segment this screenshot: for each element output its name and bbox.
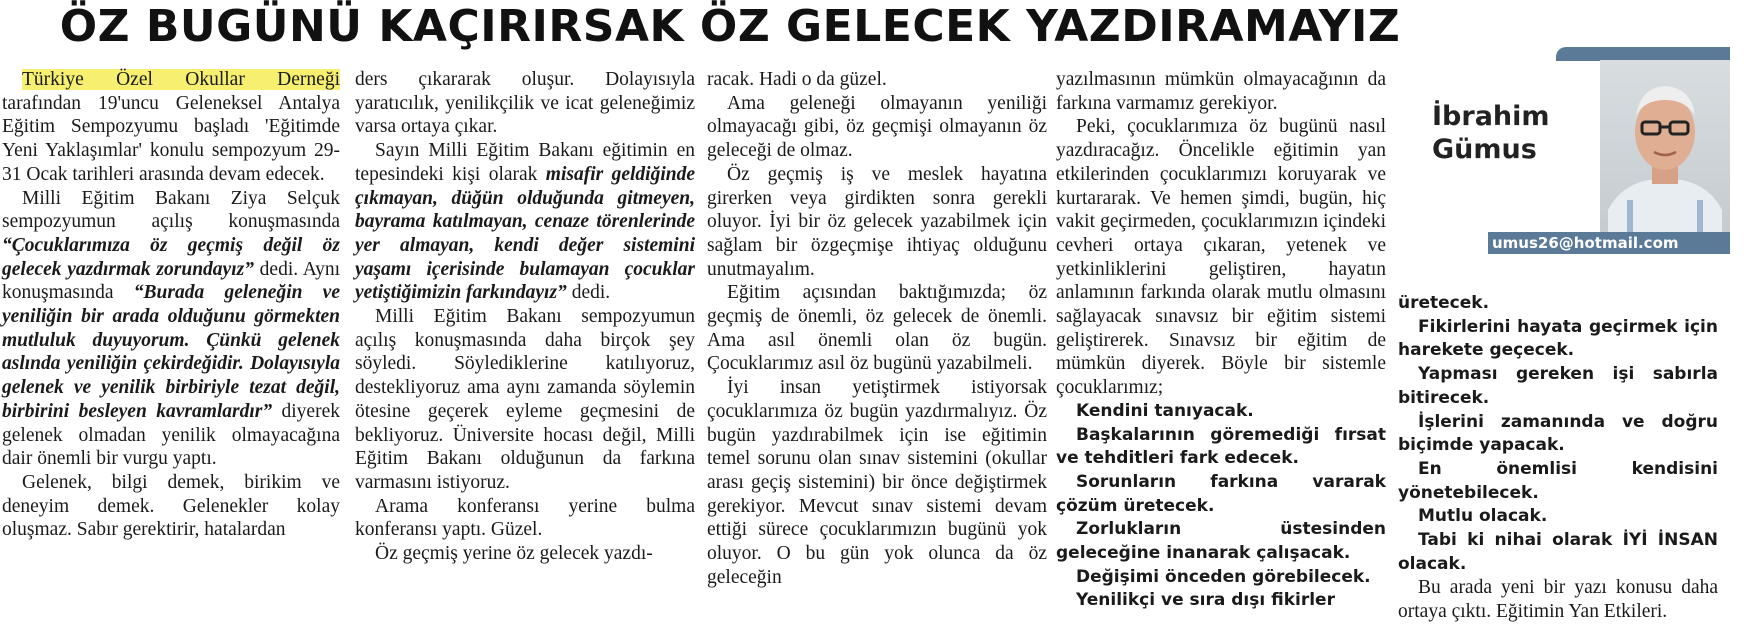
paragraph: Öz geçmiş iş ve meslek hayatına girerken veya girdikten sonra gerekli oluyor. İyi bir öz gelecek yazabilmek için sağlam bir özgeçmişe ihtiyaç olduğunu unutmayalım. [707, 163, 1047, 280]
author-last-name: Gümus [1432, 134, 1537, 165]
article-column-5 [1398, 292, 1718, 624]
list-item: Başkalarının göremediği fırsat ve tehditleri fark edecek. [1056, 424, 1386, 469]
paragraph: yazılmasının mümkün olmayacağının da farkına varmamız gerekiyor. [1056, 69, 1386, 114]
paragraph [355, 139, 695, 305]
paragraph: Öz geçmiş yerine öz gelecek yazdı- [375, 543, 653, 565]
list-item: En önemlisi kendisini yönetebilecek. [1398, 458, 1718, 503]
article-column-4 [1056, 68, 1386, 613]
article-column-1 [2, 68, 340, 542]
quote: “Burada geleneğin ve yeniliğin bir arada olduğunu görmekten mutluluk duyuyorum. Çünkü gelenek aslında yeniliğin çekirdeğidir. Dolayısıyla gelenek ve yenilik birbiriyle tezat değil, birbirini besleyen kavramlardır” [2, 282, 340, 422]
list-item: Kendini tanıyacak. [1076, 400, 1254, 421]
list-item: Mutlu olacak. [1418, 506, 1548, 527]
list-item: Değişimi önceden görebilecek. [1076, 566, 1371, 587]
paragraph: Milli Eğitim Bakanı sempozyumun açılış konuşmasında daha birçok şey söyledi. Söylediklerine katılıyoruz, destekliyoruz ama aynı zamanda söylemin ötesine geçerek eyleme geçmesini de bekliyoruz. Üniversite hocası değil, Milli Eğitim Bakanı olduğunun da farkına varmasını istiyoruz. [355, 306, 695, 493]
author-photo [1600, 60, 1730, 236]
text: Milli Eğitim Bakanı Ziya Selçuk sempozyumun açılış konuşmasında [2, 187, 340, 233]
paragraph: ders çıkararak oluşur. Dolayısıyla yaratıcılık, yenilikçilik ve icat geleneğimiz varsa ortaya çıkar. [355, 69, 695, 138]
text: diyerek gelenek olmadan yenilik olmayacağına dair önemli bir vurgu yaptı. [2, 400, 340, 470]
paragraph: Bu arada yeni bir yazı konusu daha ortaya çıktı. Eğitimin Yan Etkileri. [1398, 577, 1718, 623]
paragraph: Peki, çocuklarımıza öz bugünü nasıl yazdıracağız. Öncelikle eğitimin yan etkilerinden çocuklarımızı koruyarak ve kurtararak. Ve hemen şimdi, bugün, hiç vakit geçirmeden, çocuklarımızın içindeki cevheri ortaya çıkaran, yetenek ve yetkinliklerini geliştiren, hayatın anlamının farkında olarak mutlu olmasını sağlayacak sınavsız bir eğitim sistemi geliştirerek. Sınavsız bir eğitim de mümkün diyerek. Böyle bir sistemle çocuklarımız; [1056, 116, 1386, 399]
list-item: üretecek. [1398, 293, 1490, 313]
paragraph: racak. Hadi o da güzel. [707, 69, 887, 90]
paragraph [2, 187, 340, 471]
author-first-name: İbrahim [1432, 101, 1550, 132]
paragraph [2, 68, 340, 187]
article-column-3 [707, 68, 1047, 589]
list-item: Zorlukların üstesinden geleceğine inanarak çalışacak. [1056, 519, 1386, 564]
list-item: Yapması gereken işi sabırla bitirecek. [1398, 364, 1718, 408]
paragraph: Gelenek, bilgi demek, birikim ve deneyim demek. Gelenekler kolay oluşmaz. Sabır gerektirir, hatalardan [2, 471, 340, 541]
person-portrait-icon [1600, 60, 1730, 236]
author-header-bar [1556, 47, 1730, 61]
article-column-2 [355, 68, 695, 566]
text: Sayın Milli Eğitim Bakanı eğitimin en tepesindeki kişi olarak [355, 140, 695, 185]
paragraph: Ama geleneği olmayanın yeniliği olmayacağı gibi, öz geçmişi olmayanın öz geleceği de olmaz. [707, 92, 1047, 162]
author-name [1432, 100, 1597, 166]
text: dedi. [566, 282, 611, 304]
list-item: İşlerini zamanında ve doğru biçimde yapacak. [1398, 411, 1718, 456]
quote: misafir geldiğinde çıkmayan, düğün olduğunda gitmeyen, bayrama katılmayan, cenaze törenlerinde yer almayan, kendi değer sistemini yaşamı içerisinde bulamayan çocuklar yetiştiğimizin farkındayız” [355, 163, 695, 304]
paragraph: İyi insan yetiştirmek istiyorsak çocuklarımıza öz bugün yazdırmalıyız. Öz bugün yazdırabilmek için ise eğitimin temel sorunu olan sınav sistemini (okullar arası geçiş sistemini) bir önce değiştirmek gerekiyor. Mevcut sınav sistemi devam ettiği sürece çocuklarımızın bugünü yok oluyor. O bu gün yok olunca da öz geleceğin [707, 377, 1047, 588]
text: tarafından 19'uncu Geleneksel Antalya Eğitim Sempozyumu başladı 'Eğitimde Yeni Yaklaşımlar' konulu sempozyum 29-31 Ocak tarihleri arasında devam edecek. [2, 92, 340, 185]
paragraph: Arama konferansı yerine bulma konferansı yaptı. Güzel. [355, 495, 695, 541]
article-headline: ÖZ BUGÜNÜ KAÇIRIRSAK ÖZ GELECEK YAZDIRAMAYIZ [59, 1, 1401, 52]
text: dedi. Aynı konuşmasında [2, 258, 340, 304]
author-email: umus26@hotmail.com [1488, 232, 1730, 254]
list-item: Tabi ki nihai olarak İYİ İNSAN olacak. [1398, 530, 1718, 574]
list-item: Sorunların farkına vararak çözüm üretecek. [1056, 471, 1386, 516]
paragraph: Eğitim açısından baktığımızda; öz geçmiş de önemli, öz gelecek de önemli. Ama asıl önemli olan öz bugün. Çocuklarımız asıl öz bugünü yazabilmeli. [707, 282, 1047, 375]
quote: “Çocuklarımıza öz geçmiş değil öz gelecek yazdırmak zorundayız” [2, 234, 340, 280]
highlighted-text: Türkiye Özel Okullar Derneği [22, 69, 340, 90]
list-item: Yenilikçi ve sıra dışı fikirler [1076, 590, 1335, 611]
list-item: Fikirlerini hayata geçirmek için harekete geçecek. [1398, 316, 1718, 361]
